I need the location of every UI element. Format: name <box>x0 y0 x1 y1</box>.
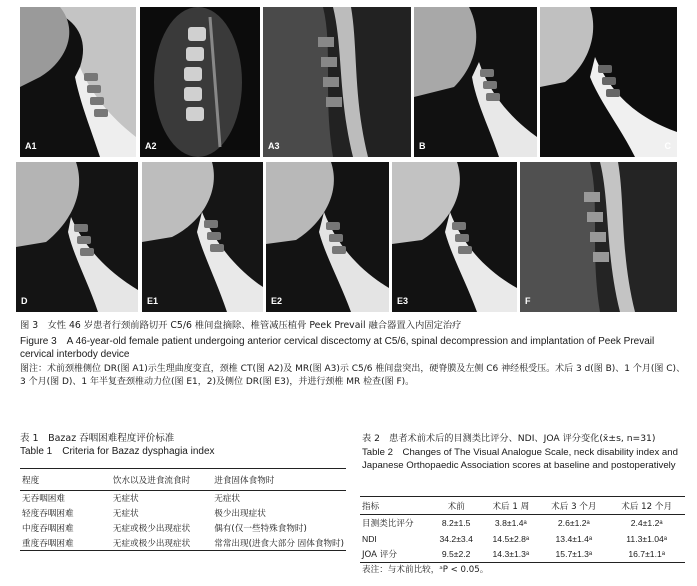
panel-a1 <box>20 7 136 157</box>
table-row <box>360 531 685 547</box>
table-header-cell: 术后 12 个月 <box>608 497 685 515</box>
table-cell: 无症状 <box>214 494 241 505</box>
table-cell: 无吞咽困难 <box>22 494 65 505</box>
panel-e3 <box>392 162 517 312</box>
table-cell: 9.5±2.2 <box>441 549 471 560</box>
table-header-cell: 进食固体食物时 <box>212 469 346 491</box>
panel-label: E3 <box>397 296 409 306</box>
table-cell: 14.3±1.3ᵃ <box>492 549 530 560</box>
table-cell: 无症或极少出现症状 <box>112 538 191 549</box>
figure-note: 图注：术前颈椎侧位 DR(图 A1)示生理曲度变直，颈椎 CT(图 A2)及 MR(图 A3)示 C5/6 椎间盘突出，硬脊膜及左侧 C6 神经根受压。术后 3 d(图 B)、1 个月(图 C)、3 个月(图 D)、1 年半复查颈椎动力位(图 E1，2)及侧位 DR(图 E3)，并进行颈椎 MR 检查(图 F)。 <box>20 364 686 387</box>
table-header-cell: 饮水以及进食流食时 <box>111 469 212 491</box>
table-cell: 16.7±1.1ᵃ <box>628 549 665 560</box>
table-cell: 无症状 <box>112 494 139 505</box>
panel-c <box>540 7 677 157</box>
table1 <box>20 468 346 551</box>
table-cell: 重度吞咽困难 <box>22 538 74 549</box>
table-cell: 2.6±1.2ᵃ <box>557 517 590 528</box>
table-row <box>20 536 346 551</box>
table2 <box>360 496 685 563</box>
panel-a3 <box>263 7 411 157</box>
panel-label: A3 <box>268 141 280 151</box>
table-cell: 无症状 <box>112 509 139 519</box>
table-row <box>20 521 346 536</box>
panel-e1 <box>142 162 263 312</box>
table-cell: 2.4±1.2ᵃ <box>630 517 663 528</box>
figure-caption-en: Figure 3 A 46-year-old female patient undergoing anterior cervical discectomy at C5/6, spinal decompression and implantation of Peek Prevail cervical interbody device <box>20 336 655 360</box>
panel-label: E2 <box>271 296 283 306</box>
table-cell: 34.2±3.4 <box>439 533 473 544</box>
table-header-cell: 程度 <box>20 469 111 491</box>
panel-label: B <box>419 141 426 151</box>
figure-caption-cn: 图 3 女性 46 岁患者行颈前路切开 C5/6 椎间盘摘除、椎管减压植骨 Peek Prevail 融合器置入内固定治疗 <box>20 320 462 331</box>
panel-label: C <box>664 141 671 151</box>
panel-e2 <box>266 162 389 312</box>
table-row <box>20 506 346 521</box>
table-cell: 15.7±1.3ᵃ <box>555 549 593 560</box>
panel-label: D <box>21 296 28 306</box>
table-cell: JOA 评分 <box>362 550 397 561</box>
table-cell: 3.8±1.4ᵃ <box>494 517 527 528</box>
table-row <box>360 547 685 563</box>
table-row <box>360 515 685 531</box>
panel-label: A2 <box>145 141 157 151</box>
table-cell: 8.2±1.5 <box>441 517 471 528</box>
table2-title-cn: 表 2 患者术前术后的目测类比评分、NDI、JOA 评分变化(x̄±s, n=31) <box>362 433 656 444</box>
table2-note: 表注：与术前比较，ᵃP < 0.05。 <box>362 565 489 575</box>
table-cell: 中度吞咽困难 <box>22 524 74 534</box>
table-header-row <box>360 497 685 515</box>
table-cell: 14.5±2.8ᵃ <box>492 533 530 544</box>
table-cell: 目测类比评分 <box>362 518 414 529</box>
panel-label: F <box>525 296 531 306</box>
table-header-cell: 术后 3 个月 <box>539 497 608 515</box>
table-cell: NDI <box>362 533 377 544</box>
table1-title-cn: 表 1 Bazaz 吞咽困难程度评价标准 <box>20 433 175 444</box>
table-cell: 常常出现(进食大部分 固体食物时) <box>214 538 344 549</box>
table-cell: 极少出现症状 <box>214 509 266 519</box>
table-cell: 偶有(仅一些特殊食物时) <box>214 524 307 534</box>
table-header-cell: 术前 <box>430 497 482 515</box>
table-cell: 无症或极少出现症状 <box>112 524 191 534</box>
panel-d <box>16 162 138 312</box>
table-header-cell: 指标 <box>360 497 430 515</box>
table1-title-en: Table 1 Criteria for Bazaz dysphagia index <box>20 446 215 457</box>
panel-a2 <box>140 7 260 157</box>
table-header-row <box>20 469 346 491</box>
table-cell: 轻度吞咽困难 <box>22 509 74 519</box>
table2-title-en: Table 2 Changes of The Visual Analogue Scale, neck disability index and Japanese Orthopaedic Association scores at baseline and postoperatively <box>362 447 678 471</box>
panel-b <box>414 7 537 157</box>
table-cell: 13.4±1.4ᵃ <box>555 533 593 544</box>
table-cell: 11.3±1.04ᵃ <box>626 533 668 544</box>
table-row <box>20 491 346 506</box>
panel-label: E1 <box>147 296 159 306</box>
panel-f <box>520 162 677 312</box>
table-header-cell: 术后 1 周 <box>482 497 539 515</box>
panel-label: A1 <box>25 141 37 151</box>
